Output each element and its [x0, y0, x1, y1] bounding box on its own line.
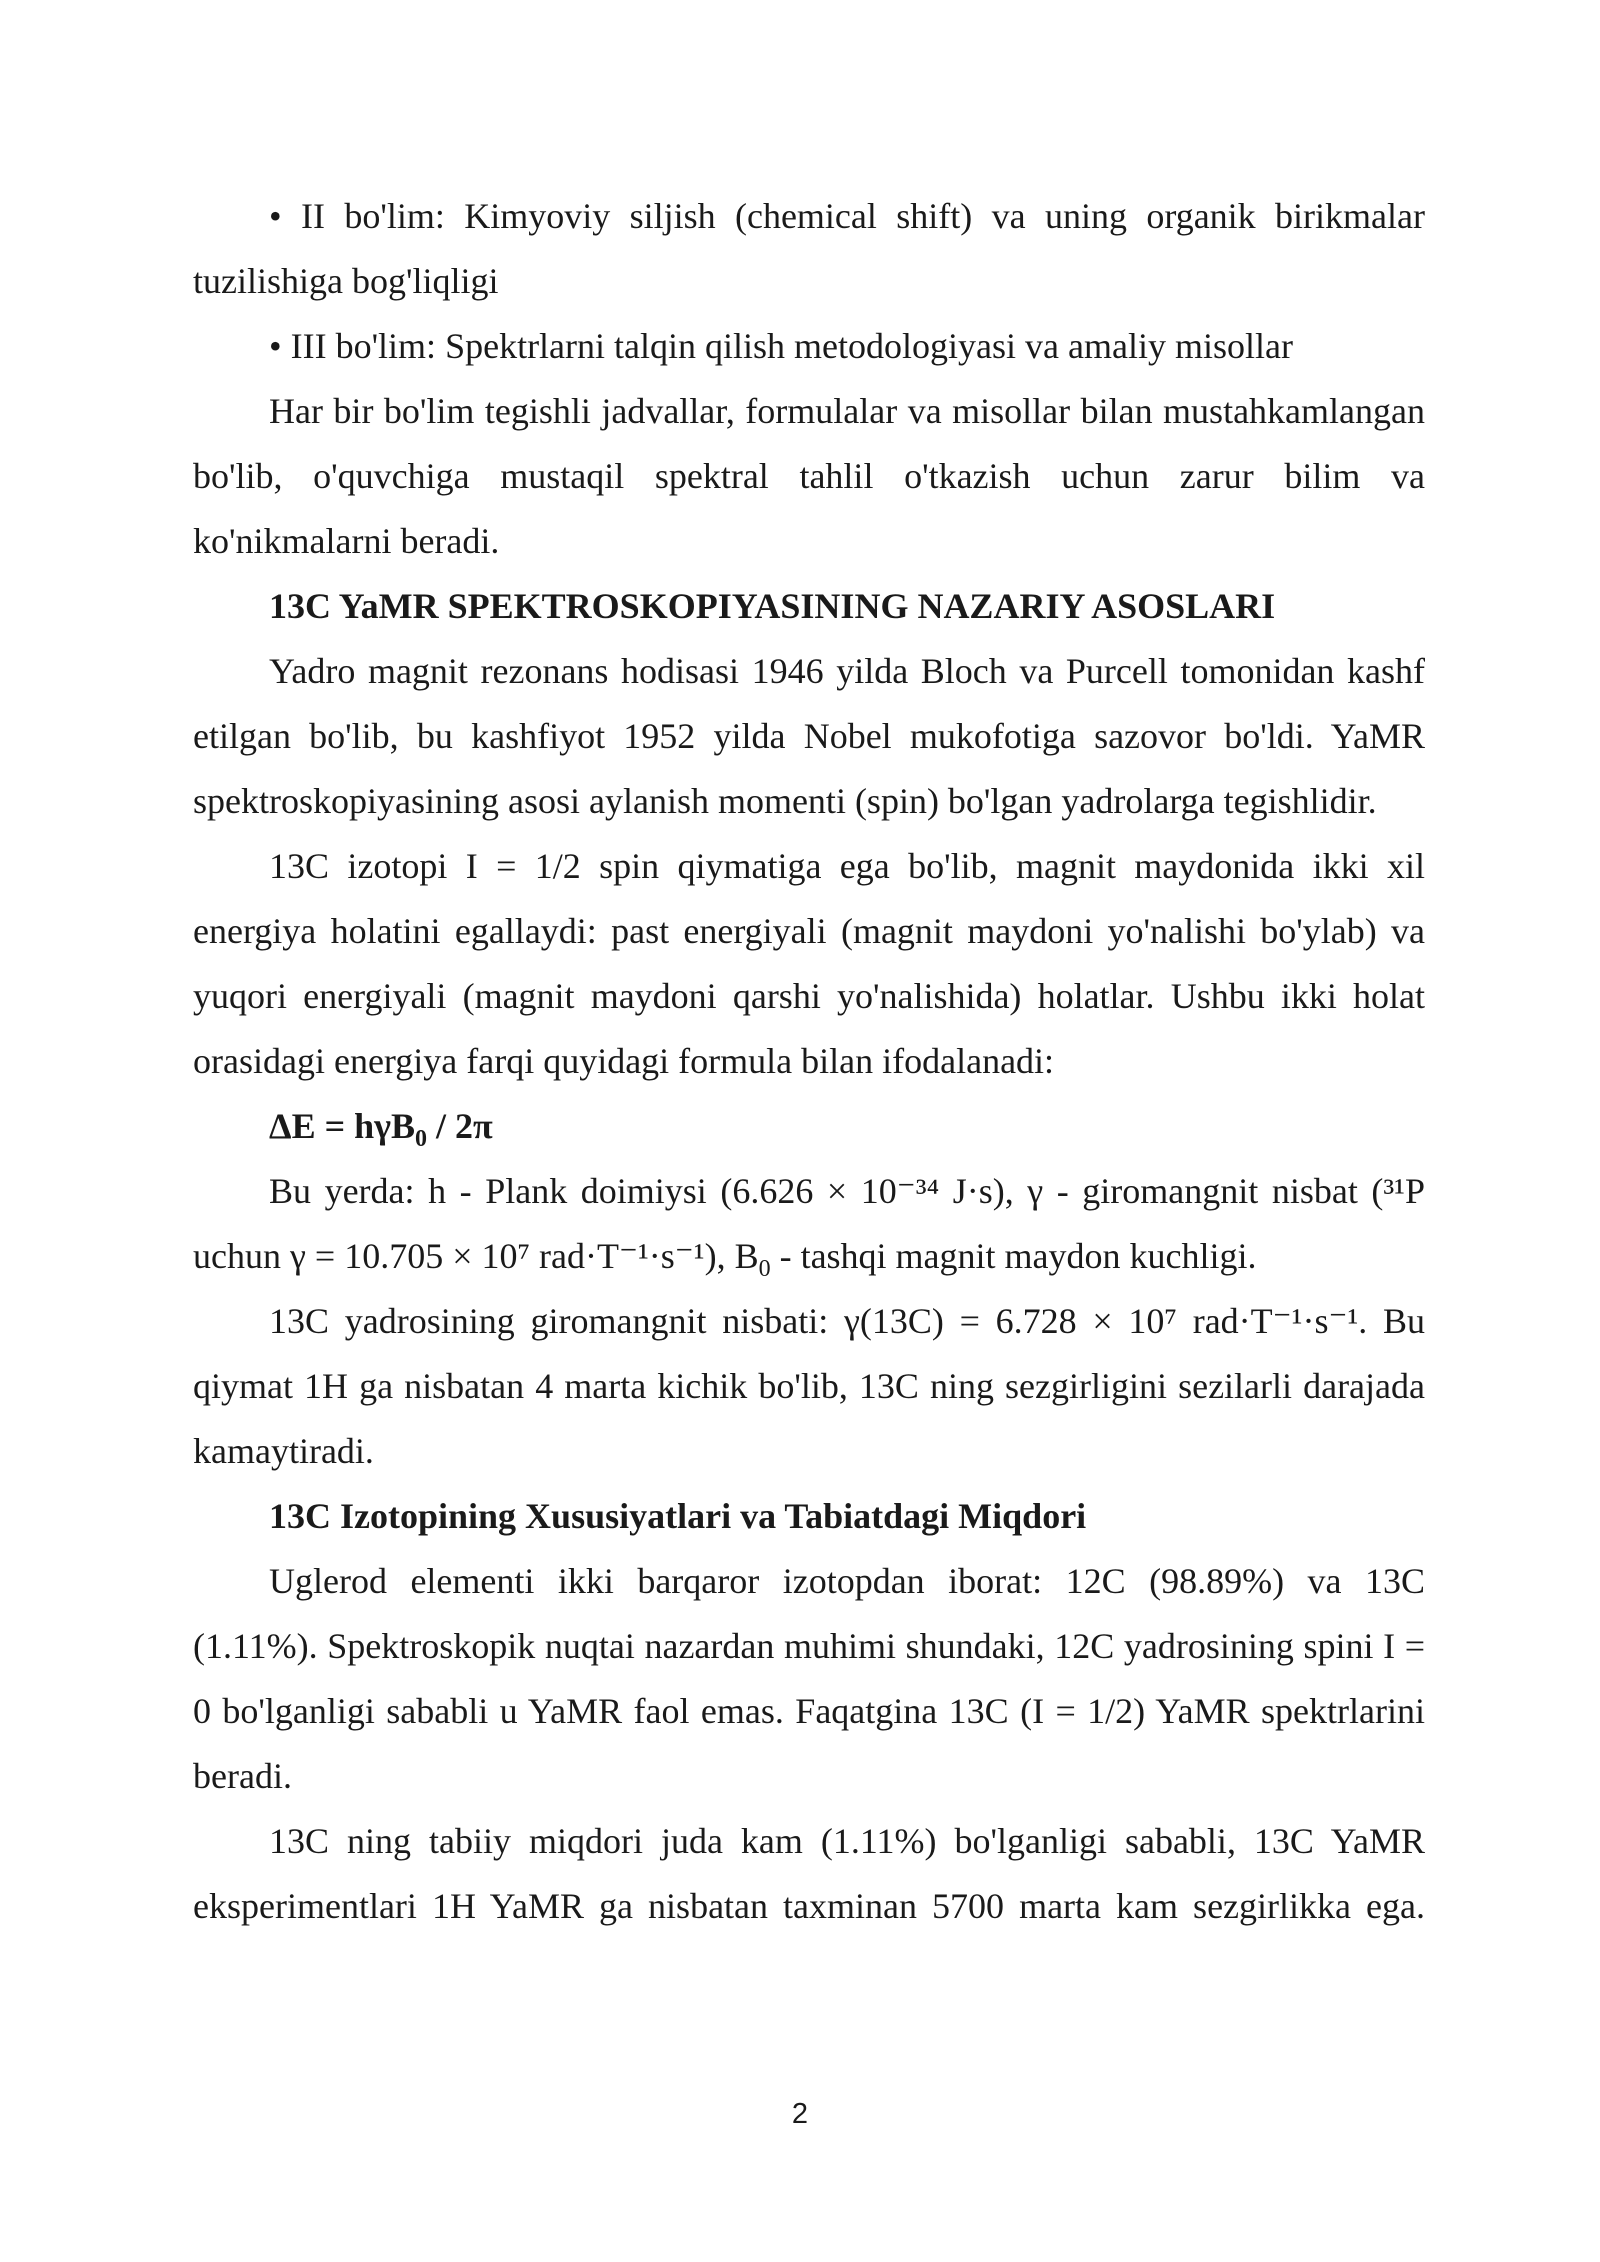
formula-main: ΔE = hγB — [269, 1106, 415, 1146]
bullet-item: • II bo'lim: Kimyoviy siljish (chemical shift) va uning organik birikmalar tuzilishiga bog'liqligi — [193, 196, 1425, 301]
bullet-item: • III bo'lim: Spektrlarni talqin qilish metodologiyasi va amaliy misollar — [269, 326, 1293, 366]
section-heading: 13C YaMR SPEKTROSKOPIYASINING NAZARIY ASOSLARI — [269, 586, 1276, 626]
paragraph — [193, 1159, 1425, 1289]
intro-paragraph: Har bir bo'lim tegishli jadvallar, formulalar va misollar bilan mustahkamlangan bo'lib, o'quvchiga mustaqil spektral tahlil o'tkazish uchun zarur bilim va ko'nikmalarni beradi. — [193, 391, 1425, 561]
subscript: 0 — [758, 1256, 771, 1283]
formula-subscript: 0 — [414, 1126, 427, 1153]
energy-formula — [193, 1094, 1425, 1159]
paragraph: Yadro magnit rezonans hodisasi 1946 yilda Bloch va Purcell tomonidan kashf etilgan bo'lib, bu kashfiyot 1952 yilda Nobel mukofotiga sazovor bo'ldi. YaMR spektroskopiyasining asosi aylanish momenti (spin) bo'lgan yadrolarga tegishlidir. — [193, 651, 1425, 821]
document-page — [193, 184, 1425, 1939]
paragraph: 13C ning tabiiy miqdori juda kam (1.11%) bo'lganligi sababli, 13C YaMR eksperimentlari 1H YaMR ga nisbatan taxminan 5700 marta kam sezgirlikka ega. — [193, 1821, 1425, 1926]
paragraph-text: - tashqi magnit maydon kuchligi. — [770, 1236, 1257, 1276]
paragraph-text: Bu yerda: h - Plank doimiysi (6.626 × 10⁻³⁴ J·s), γ - giromangnit nisbat (³¹P uchun γ = 10.705 × 10⁷ rad·T⁻¹·s⁻¹), B — [193, 1171, 1425, 1276]
page-number: 2 — [791, 2098, 809, 2130]
paragraph: Uglerod elementi ikki barqaror izotopdan iborat: 12C (98.89%) va 13C (1.11%). Spektroskopik nuqtai nazardan muhimi shundaki, 12C yadrosining spini I = 0 bo'lganligi sababli u YaMR faol emas. Faqatgina 13C (I = 1/2) YaMR spektrlarini beradi. — [193, 1561, 1425, 1796]
paragraph: 13C izotopi I = 1/2 spin qiymatiga ega bo'lib, magnit maydonida ikki xil energiya holatini egallaydi: past energiyali (magnit maydoni yo'nalishi bo'ylab) va yuqori energiyali (magnit maydoni qarshi yo'nalishida) holatlar. Ushbu ikki holat orasidagi energiya farqi quyidagi formula bilan ifodalanadi: — [193, 846, 1425, 1081]
formula-tail: / 2π — [426, 1106, 493, 1146]
section-heading: 13C Izotopining Xususiyatlari va Tabiatdagi Miqdori — [269, 1496, 1087, 1536]
paragraph: 13C yadrosining giromangnit nisbati: γ(13C) = 6.728 × 10⁷ rad·T⁻¹·s⁻¹. Bu qiymat 1H ga nisbatan 4 marta kichik bo'lib, 13C ning sezgirligini sezilarli darajada kamaytiradi. — [193, 1301, 1425, 1471]
